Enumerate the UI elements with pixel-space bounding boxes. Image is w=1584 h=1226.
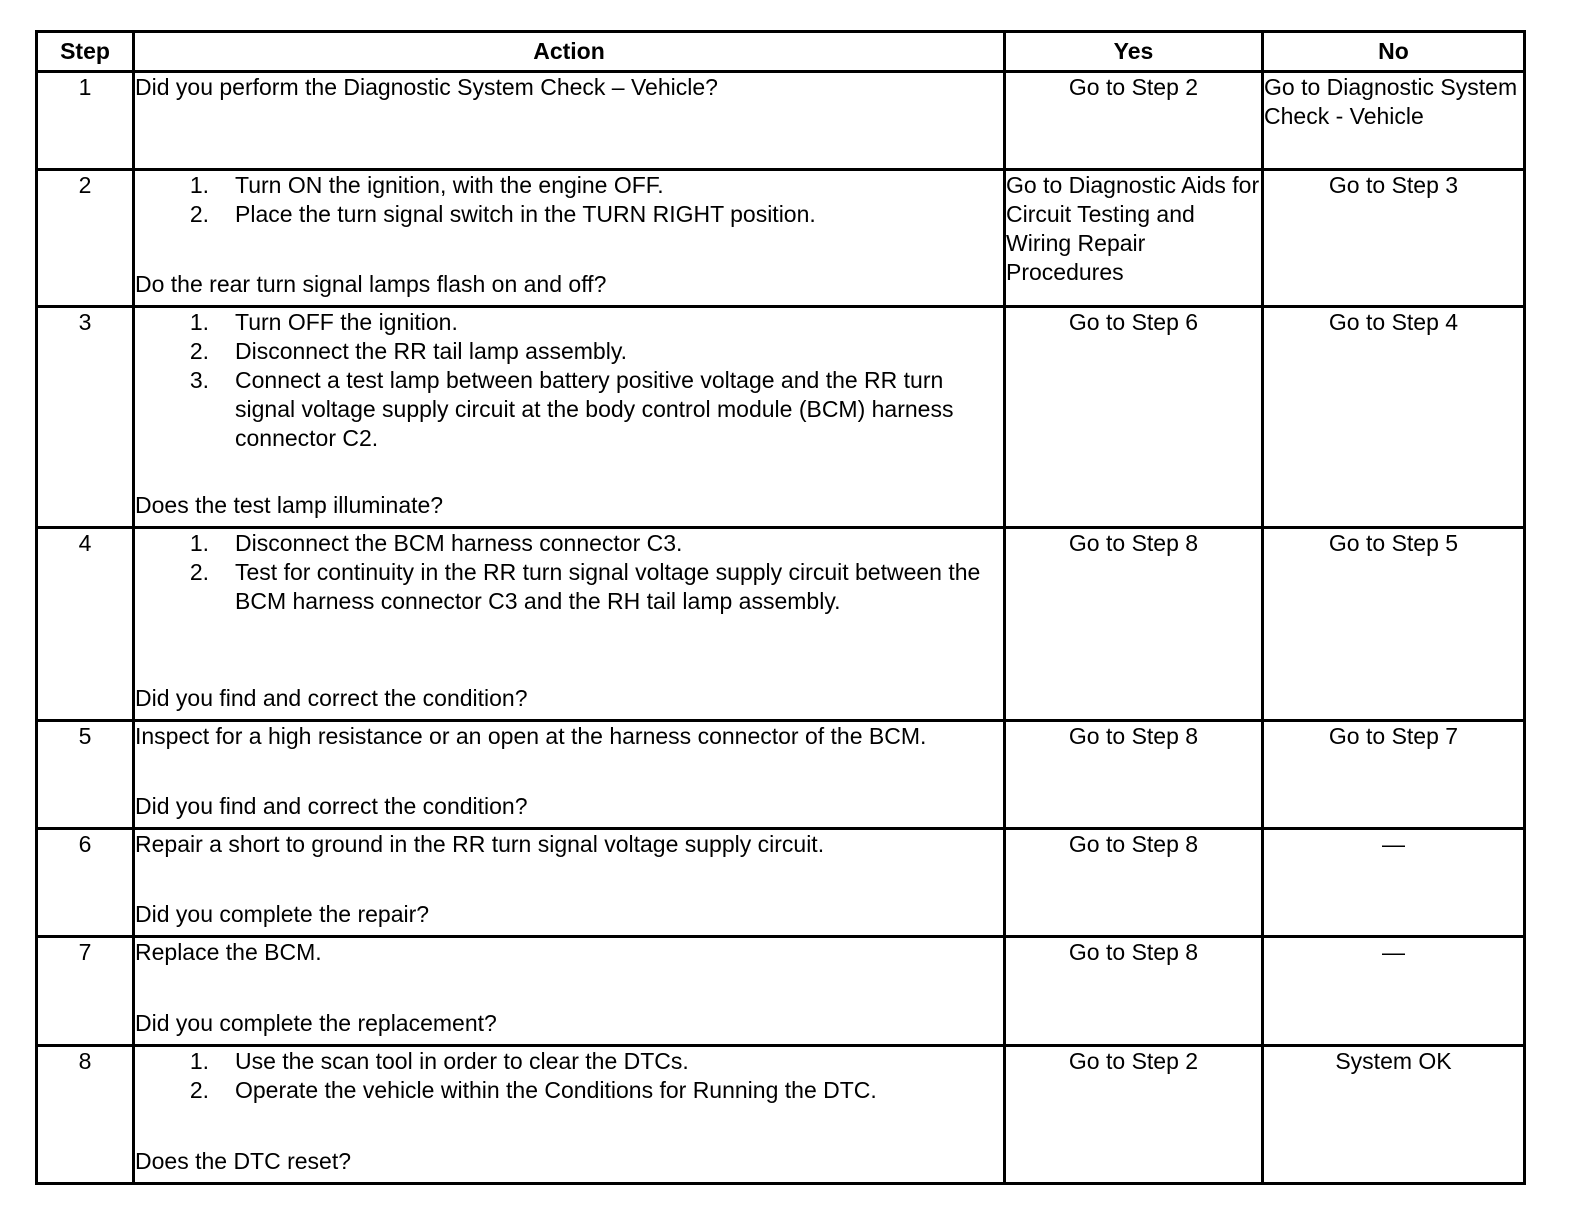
yes-result: Go to Step 8 [1005, 829, 1263, 937]
header-step: Step [37, 32, 134, 72]
table-row [37, 528, 1525, 721]
action-step: Test for continuity in the RR turn signal voltage supply circuit between the BCM harness connector C3 and the RH tail lamp assembly. [235, 559, 981, 614]
action-step: Turn ON the ignition, with the engine OFF. [235, 172, 664, 198]
no-result: Go to Step 3 [1263, 170, 1525, 307]
no-result: Go to Step 5 [1263, 528, 1525, 721]
action-step: Disconnect the RR tail lamp assembly. [235, 338, 627, 364]
action-cell [134, 72, 1005, 170]
action-text: Inspect for a high resistance or an open at the harness connector of the BCM. [135, 723, 927, 749]
action-step: Place the turn signal switch in the TURN RIGHT position. [235, 201, 816, 227]
yes-result: Go to Step 6 [1005, 307, 1263, 528]
action-question: Did you find and correct the condition? [135, 793, 528, 819]
table-row [37, 170, 1525, 307]
yes-result: Go to Step 2 [1005, 1046, 1263, 1184]
table-row [37, 937, 1525, 1046]
action-cell [134, 528, 1005, 721]
no-result: System OK [1263, 1046, 1525, 1184]
no-result: Go to Step 4 [1263, 307, 1525, 528]
table-row [37, 829, 1525, 937]
no-result: Go to Step 7 [1263, 721, 1525, 829]
action-step: Use the scan tool in order to clear the DTCs. [235, 1048, 689, 1074]
table-row [37, 721, 1525, 829]
header-action: Action [134, 32, 1005, 72]
action-question: Did you complete the repair? [135, 901, 430, 927]
action-text: Repair a short to ground in the RR turn signal voltage supply circuit. [135, 831, 825, 857]
action-question: Does the test lamp illuminate? [135, 492, 444, 518]
yes-result: Go to Diagnostic Aids for Circuit Testing and Wiring Repair Procedures [1005, 170, 1263, 307]
step-number: 1 [37, 72, 134, 170]
no-result: Go to Diagnostic System Check - Vehicle [1263, 72, 1525, 170]
step-number: 6 [37, 829, 134, 937]
action-steps-list [135, 529, 1003, 616]
action-steps-list [135, 171, 1003, 229]
action-text: Did you perform the Diagnostic System Check – Vehicle? [135, 74, 718, 100]
action-step: Operate the vehicle within the Conditions for Running the DTC. [235, 1077, 877, 1103]
yes-result: Go to Step 8 [1005, 937, 1263, 1046]
table-row [37, 307, 1525, 528]
action-step: Turn OFF the ignition. [235, 309, 458, 335]
action-text: Replace the BCM. [135, 939, 322, 965]
action-question: Did you complete the replacement? [135, 1010, 497, 1036]
action-cell [134, 721, 1005, 829]
action-question: Does the DTC reset? [135, 1148, 352, 1174]
action-steps-list [135, 308, 1003, 453]
action-cell [134, 307, 1005, 528]
step-number: 3 [37, 307, 134, 528]
step-number: 4 [37, 528, 134, 721]
action-question: Did you find and correct the condition? [135, 685, 528, 711]
diagnostic-table [35, 30, 1526, 1185]
no-result: — [1263, 829, 1525, 937]
yes-result: Go to Step 8 [1005, 721, 1263, 829]
action-question: Do the rear turn signal lamps flash on and off? [135, 271, 607, 297]
action-cell [134, 170, 1005, 307]
action-steps-list [135, 1047, 1003, 1105]
action-step: Connect a test lamp between battery positive voltage and the RR turn signal voltage supply circuit at the body control module (BCM) harness connector C2. [235, 367, 954, 451]
action-step: Disconnect the BCM harness connector C3. [235, 530, 683, 556]
yes-result: Go to Step 2 [1005, 72, 1263, 170]
step-number: 5 [37, 721, 134, 829]
no-result: — [1263, 937, 1525, 1046]
header-yes: Yes [1005, 32, 1263, 72]
action-cell [134, 937, 1005, 1046]
step-number: 7 [37, 937, 134, 1046]
table-row [37, 72, 1525, 170]
action-cell [134, 829, 1005, 937]
action-cell [134, 1046, 1005, 1184]
header-no: No [1263, 32, 1525, 72]
table-row [37, 1046, 1525, 1184]
step-number: 8 [37, 1046, 134, 1184]
step-number: 2 [37, 170, 134, 307]
yes-result: Go to Step 8 [1005, 528, 1263, 721]
table-header-row [37, 32, 1525, 72]
